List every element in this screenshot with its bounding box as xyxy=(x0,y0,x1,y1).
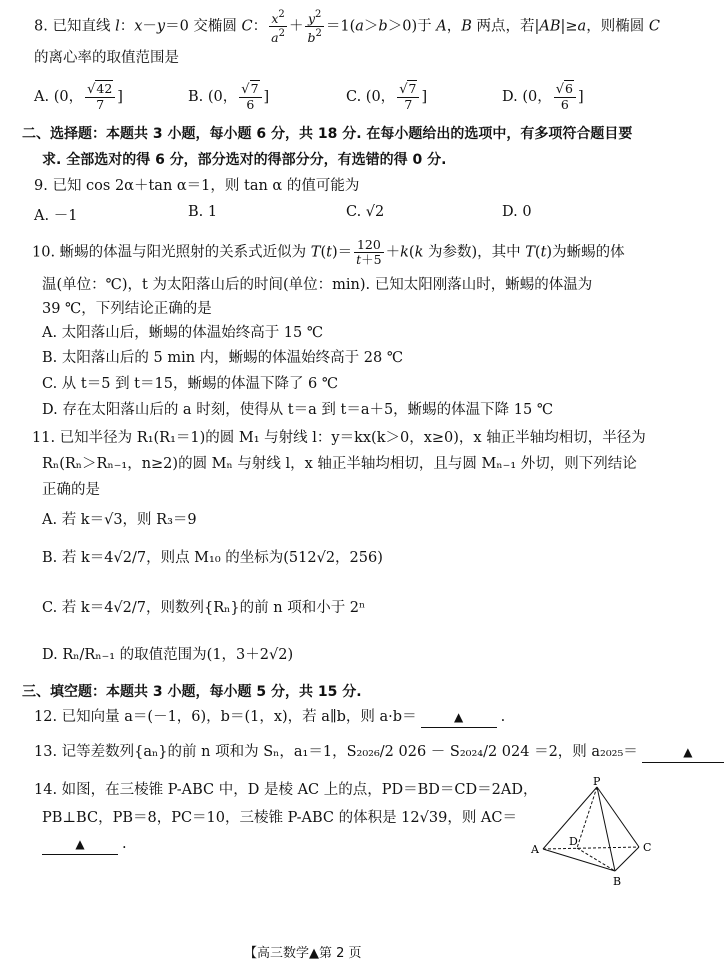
q13-answer-blank[interactable] xyxy=(642,742,724,763)
q10-line3: 39 ℃，下列结论正确的是 xyxy=(42,301,212,317)
q8-line1: 8. 已知直线 l：x－y＝0 交椭圆 C： $\frac{x^2}{a^2}$ ＋ $\frac{y^2}{b^2}$ ＝1(a＞b＞0)于 A，B 两点，若|AB|≥a，则椭圆 C xyxy=(34,9,660,45)
q10-line2: 温(单位：℃)，t 为太阳落山后的时间(单位：min). 已知太阳刚落山时，蜥蜴的体温为 xyxy=(42,277,593,293)
q11-option-a: A. 若 k＝√3，则 R₃＝9 xyxy=(42,512,197,528)
q11-option-b: B. 若 k＝4√2/7，则点 M₁₀ 的坐标为(512√2，256) xyxy=(42,550,383,566)
q10-option-a: A. 太阳落山后，蜥蜴的体温始终高于 15 ℃ xyxy=(42,325,324,341)
q9-option-a: A. －1 xyxy=(34,208,78,224)
label-p: P xyxy=(593,775,601,788)
q10-option-c: C. 从 t＝5 到 t＝15，蜥蜴的体温下降了 6 ℃ xyxy=(42,376,339,392)
triangle-icon: ▲ xyxy=(683,745,693,759)
q10-option-b: B. 太阳落山后的 5 min 内，蜥蜴的体温始终高于 28 ℃ xyxy=(42,350,404,366)
q10-option-d: D. 存在太阳落山后的 a 时刻，使得从 t＝a 到 t＝a＋5，蜥蜴的体温下降 15 ℃ xyxy=(42,402,554,418)
q9-option-b: B. 1 xyxy=(188,204,218,220)
q12: 12. 已知向量 a＝(－1，6)，b＝(1，x)，若 a∥b，则 a·b＝ ▲ . xyxy=(34,707,505,728)
triangle-icon: ▲ xyxy=(75,837,85,851)
q9-stem: 9. 已知 cos 2α＋tan α＝1，则 tan α 的值可能为 xyxy=(34,178,360,194)
q11-option-c: C. 若 k＝4√2/7，则数列{Rₙ}的前 n 项和小于 2ⁿ xyxy=(42,600,366,616)
section2-heading-line2: 求. 全部选对的得 6 分，部分选对的得部分分，有选错的得 0 分. xyxy=(42,152,447,168)
triangle-icon: ▲ xyxy=(453,710,464,724)
section3-heading: 三、填空题：本题共 3 小题，每小题 5 分，共 15 分. xyxy=(22,684,362,700)
label-b: B xyxy=(613,875,622,888)
label-a: A xyxy=(531,843,539,856)
q9-option-d: D. 0 xyxy=(502,204,532,220)
section2-heading-line1: 二、选择题：本题共 3 小题，每小题 6 分，共 18 分. 在每小题给出的选项中，有多项符合题目要 xyxy=(22,126,633,142)
q11-option-d: D. Rₙ/Rₙ₋₁ 的取值范围为(1，3＋2√2) xyxy=(42,647,294,663)
q14-answer-blank[interactable] xyxy=(42,834,118,855)
edge-ab xyxy=(543,849,615,871)
q14-line2: PB⊥BC，PB＝8，PC＝10，三棱锥 P-ABC 的体积是 12√39，则 AC＝ xyxy=(42,810,518,826)
q11-line1: 11. 已知半径为 R₁(R₁＝1)的圆 M₁ 与射线 l：y＝kx(k＞0，x≥0)，x 轴正半轴均相切，半径为 xyxy=(32,430,646,446)
edge-ac xyxy=(543,847,639,849)
q8-line2: 的离心率的取值范围是 xyxy=(34,50,179,66)
q10-line1: 10. 蜥蜴的体温与阳光照射的关系式近似为 T(t)＝ $\frac{120}{t+5}$ ＋k(k 为参数)，其中 T(t)为蜥蜴的体 xyxy=(32,237,625,267)
q14-line3: ▲ . xyxy=(42,834,127,855)
page-footer: 【高三数学▲第 2 页 xyxy=(244,946,362,961)
q12-answer-blank[interactable] xyxy=(421,707,497,728)
q14-line1: 14. 如图，在三棱锥 P-ABC 中，D 是棱 AC 上的点，PD＝BD＝CD＝2AD， xyxy=(34,782,538,798)
q11-line3: 正确的是 xyxy=(42,482,100,498)
edge-pd xyxy=(577,787,597,848)
edge-bc xyxy=(615,847,639,871)
q11-line2: Rₙ(Rₙ＞Rₙ₋₁，n≥2)的圆 Mₙ 与射线 l，x 轴正半轴均相切，且与圆 Mₙ₋₁ 外切，则下列结论 xyxy=(42,456,637,472)
edge-db xyxy=(577,848,615,871)
q9-option-c: C. √2 xyxy=(346,204,385,220)
q8-option-c: C. (0， $\frac{√7}{7}$ ] xyxy=(346,81,428,112)
q8-option-d: D. (0， $\frac{√6}{6}$ ] xyxy=(502,81,584,112)
label-c: C xyxy=(643,841,652,854)
pyramid-figure xyxy=(525,775,665,890)
q8-option-a: A. (0， $\frac{√42}{7}$ ] xyxy=(34,81,123,112)
label-d: D xyxy=(569,835,578,848)
q8-option-b: B. (0， $\frac{√7}{6}$ ] xyxy=(188,81,270,112)
q13: 13. 记等差数列{aₙ}的前 n 项和为 Sₙ，a₁＝1，S₂₀₂₆/2 026 － S₂₀₂₄/2 024 ＝2，则 a₂₀₂₅＝ ▲ xyxy=(34,742,724,763)
